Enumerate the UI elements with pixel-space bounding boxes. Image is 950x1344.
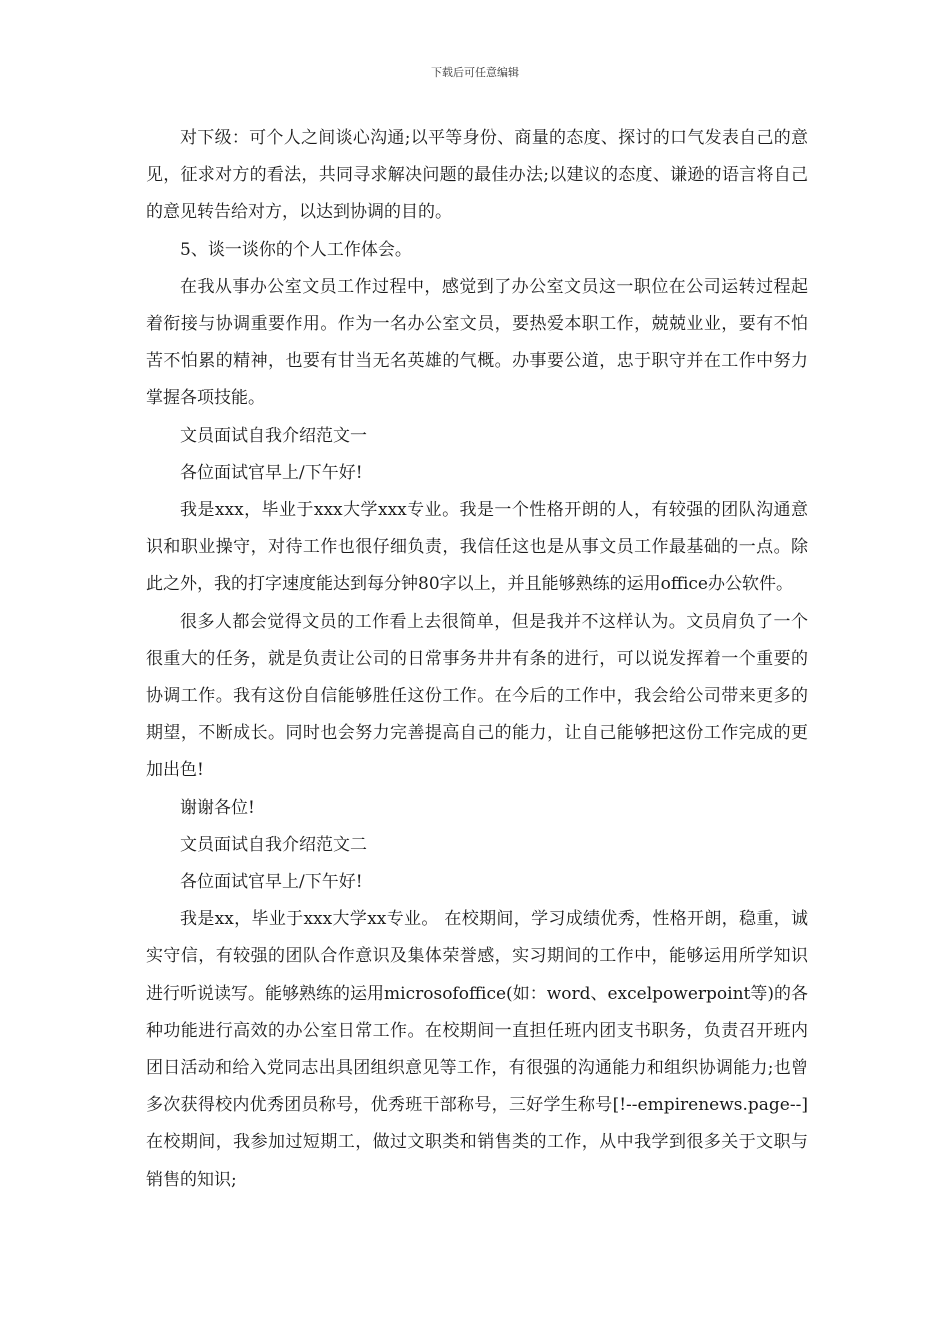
greeting-sample-1: 各位面试官早上/下午好!: [180, 462, 363, 483]
document-body: [146, 120, 842, 1199]
paragraph-clerk-duties: 很多人都会觉得文员的工作看上去很简单，但是我并不这样认为。文员肩负了一个很重大的任务，就是负责让公司的日常事务井井有条的进行，可以说发挥着一个重要的协调工作。我有这份自信能够胜任这份工作。在今后的工作中，我会给公司带来更多的期望，不断成长。同时也会努力完善提高自己的能力，让自己能够把这份工作完成的更加出色!: [146, 611, 808, 781]
section-heading-sample-2: 文员面试自我介绍范文二: [180, 834, 367, 855]
greeting-sample-2: 各位面试官早上/下午好!: [180, 872, 363, 893]
paragraph-subordinate-communication: 对下级：可个人之间谈心沟通;以平等身份、商量的态度、探讨的口气发表自己的意见，征求对方的看法，共同寻求解决问题的最佳办法;以建议的态度、谦逊的语言将自己的意见转告给对方，以达到协调的目的。: [146, 128, 808, 223]
paragraph-intro-sample-1: 我是xxx，毕业于xxx大学xxx专业。我是一个性格开朗的人，有较强的团队沟通意识和职业操守，对待工作也很仔细负责，我信任这也是从事文员工作最基础的一点。除此之外，我的打字速度能达到每分钟80字以上，并且能够熟练的运用office办公软件。: [146, 500, 808, 595]
section-heading-sample-1: 文员面试自我介绍范文一: [180, 425, 367, 446]
paragraph-work-experience: 在我从事办公室文员工作过程中，感觉到了办公室文员这一职位在公司运转过程起着衔接与协调重要作用。作为一名办公室文员，要热爱本职工作，兢兢业业，要有不怕苦不怕累的精神，也要有甘当无名英雄的气概。办事要公道，忠于职守并在工作中努力掌握各项技能。: [146, 276, 808, 409]
paragraph-question-5: 5、谈一谈你的个人工作体会。: [180, 239, 412, 260]
paragraph-intro-sample-2: 我是xx，毕业于xxx大学xx专业。 在校期间，学习成绩优秀，性格开朗，稳重，诚实守信，有较强的团队合作意识及集体荣誉感，实习期间的工作中，能够运用所学知识进行听说读写。能够熟练的运用microsofoffice(如：word、excelpowerpoint等)的各种功能进行高效的办公室日常工作。在校期间一直担任班内团支书职务，负责召开班内团日活动和给入党同志出具团组织意见等工作，有很强的沟通能力和组织协调能力;也曾多次获得校内优秀团员称号，优秀班干部称号，三好学生称号[!--empirenews.page--] 在校期间，我参加过短期工，做过文职类和销售类的工作，从中我学到很多关于文职与销售的知识;: [146, 909, 842, 1190]
page-header: 下载后可任意编辑: [431, 66, 519, 79]
closing-thanks: 谢谢各位!: [180, 797, 255, 818]
